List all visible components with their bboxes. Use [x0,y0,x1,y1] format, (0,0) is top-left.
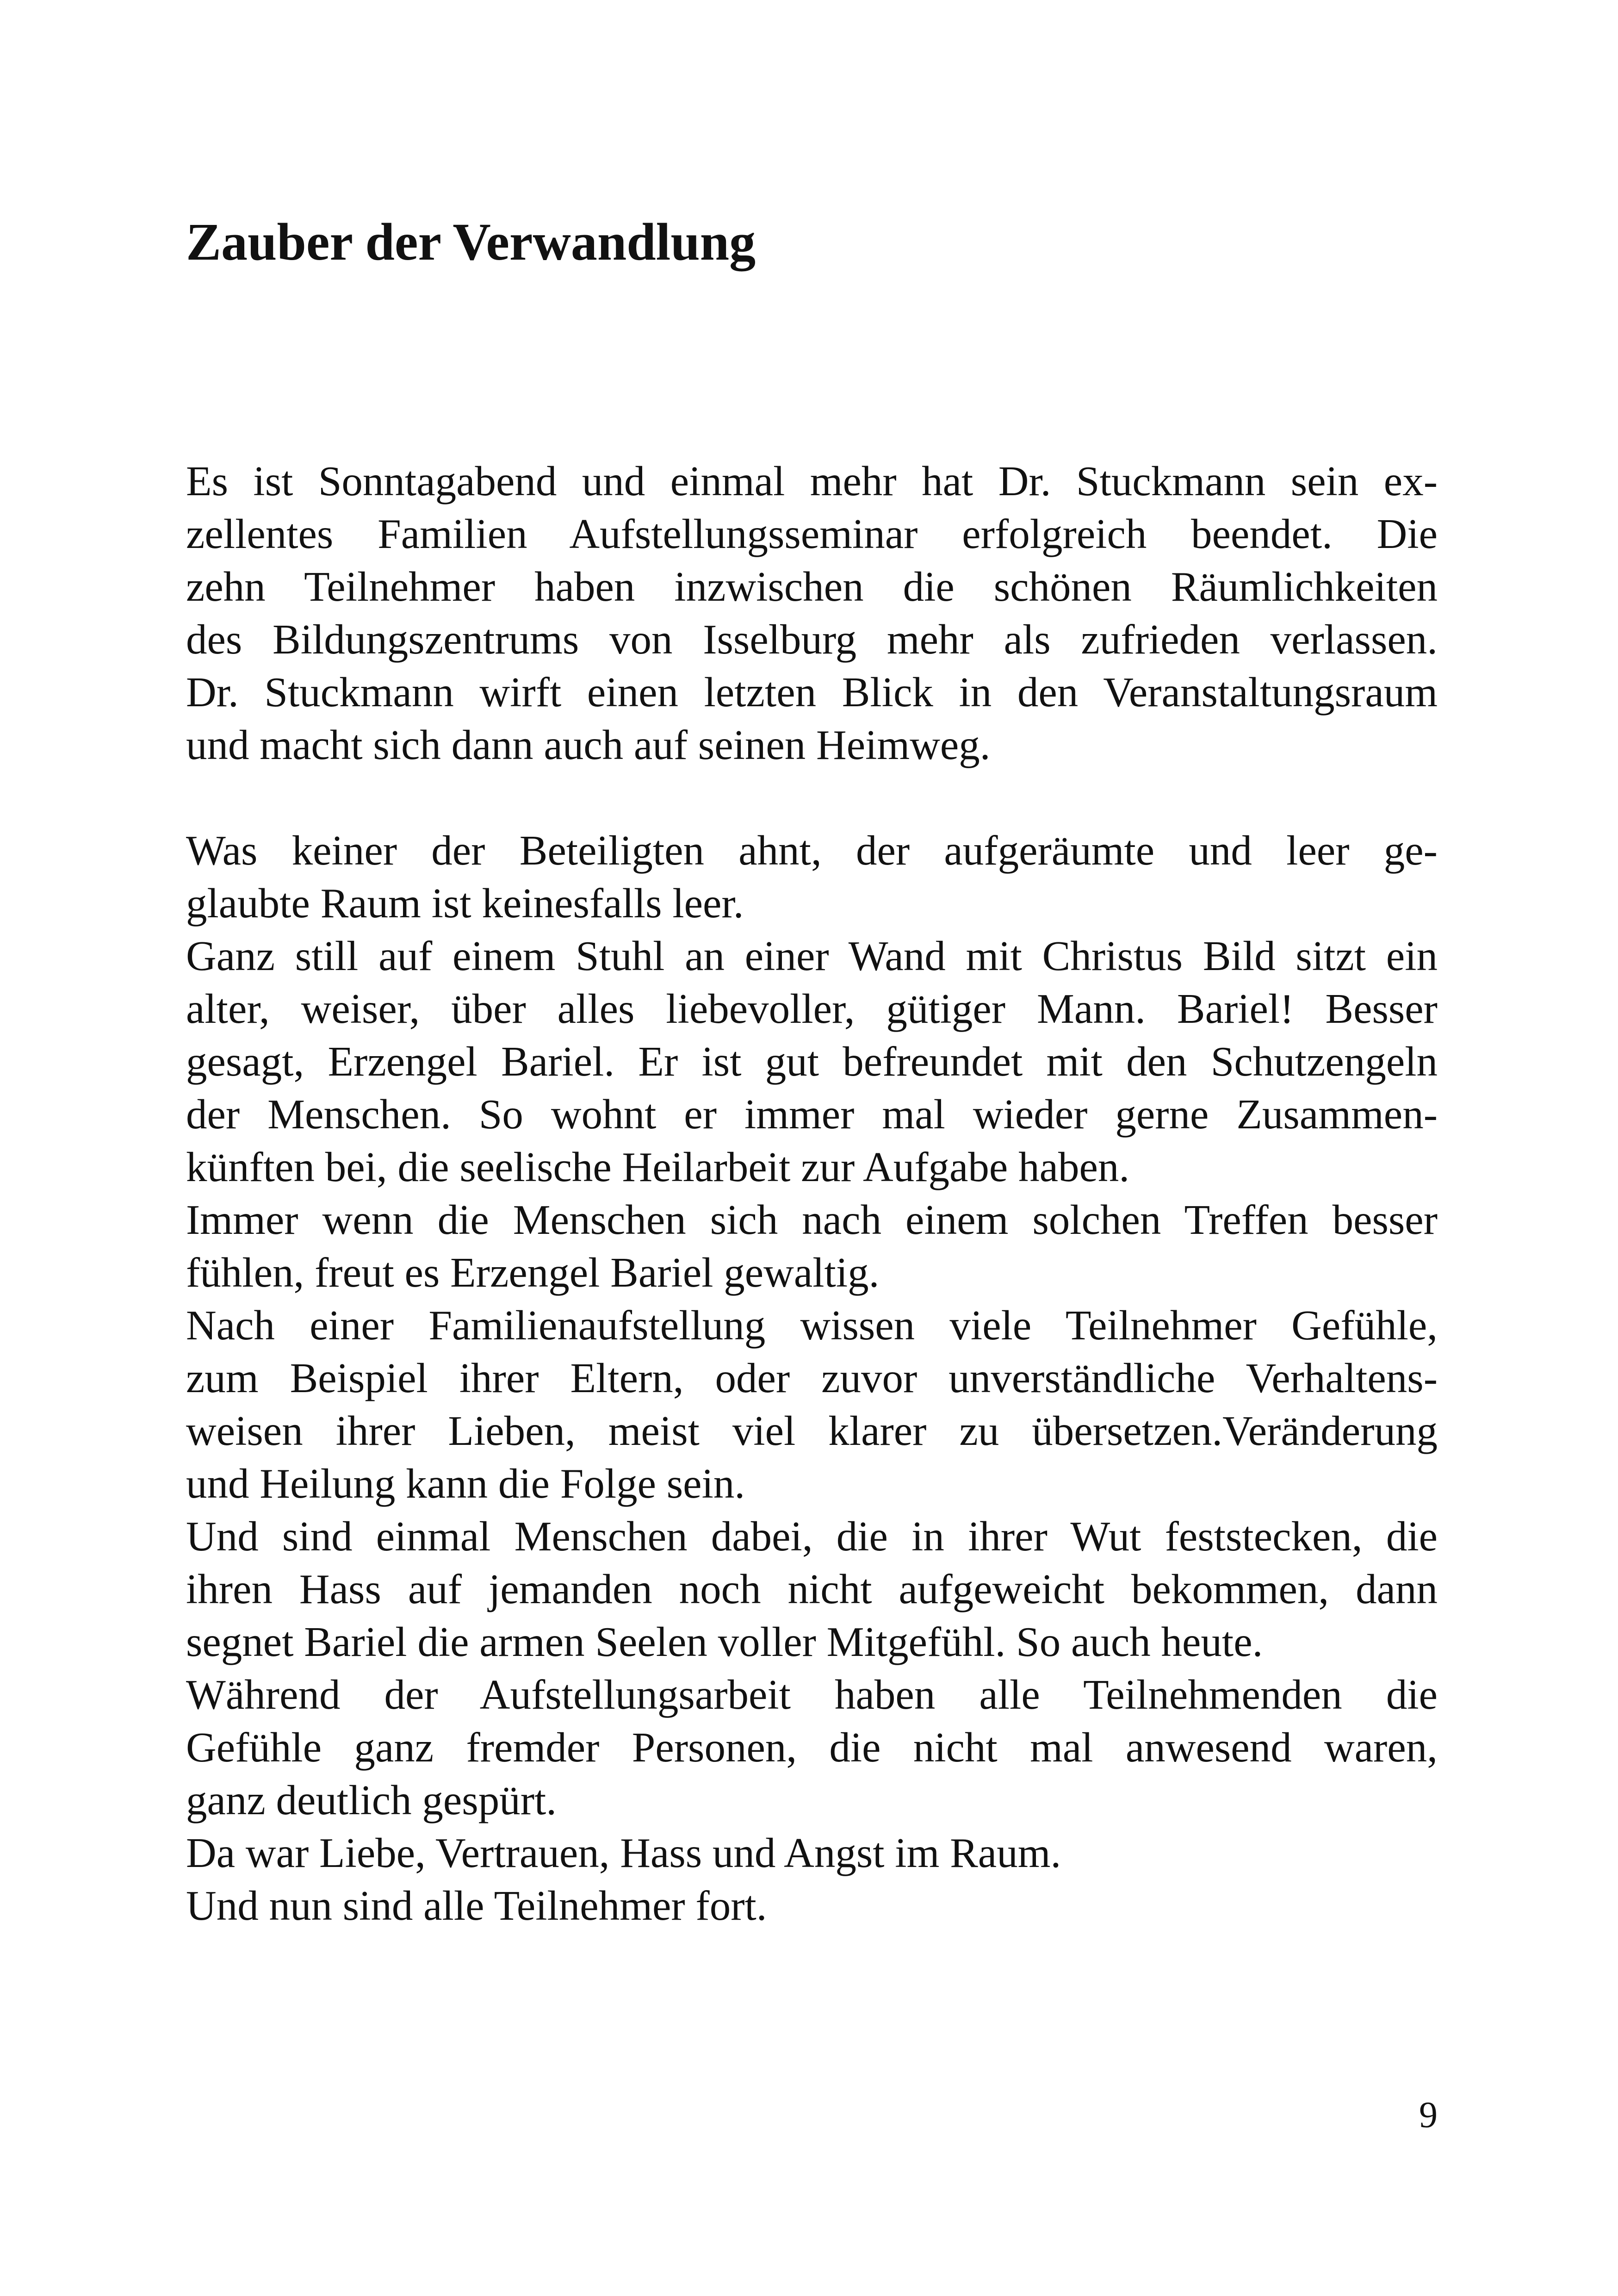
paragraph-gap [186,772,1438,824]
text-line: ihren Hass auf jemanden noch nicht aufgeweicht bekommen, dann [186,1566,1438,1612]
text-line: Immer wenn die Menschen sich nach einem solchen Treffen besser [186,1196,1438,1243]
text-line: zellentes Familien Aufstellungsseminar erfolgreich beendet. Die [186,510,1438,557]
text-line: alter, weiser, über alles liebevoller, gütiger Mann. Bariel! Besser [186,985,1438,1032]
text-line: zum Beispiel ihrer Eltern, oder zuvor unverständliche Verhaltens- [186,1355,1438,1401]
text-line: Nach einer Familienaufstellung wissen viele Teilnehmer Gefühle, [186,1302,1438,1349]
text-line: Was keiner der Beteiligten ahnt, der aufgeräumte und leer ge- [186,827,1438,874]
text-line: Gefühle ganz fremder Personen, die nicht mal anwesend waren, [186,1724,1438,1771]
text-line: weisen ihrer Lieben, meist viel klarer zu übersetzen.Veränderung [186,1407,1438,1454]
paragraph [186,1299,1438,1510]
text-line: und macht sich dann auch auf seinen Heimweg. [186,722,991,768]
text-line: Dr. Stuckmann wirft einen letzten Blick in den Veranstaltungsraum [186,669,1438,716]
text-line: Während der Aufstellungsarbeit haben alle Teilnehmenden die [186,1671,1438,1718]
paragraph [186,1668,1438,1827]
paragraph [186,824,1438,930]
paragraph [186,1510,1438,1668]
text-line: Es ist Sonntagabend und einmal mehr hat Dr. Stuckmann sein ex- [186,458,1438,504]
text-line: gesagt, Erzengel Bariel. Er ist gut befreundet mit den Schutzengeln [186,1038,1438,1085]
text-line: und Heilung kann die Folge sein. [186,1460,745,1507]
paragraph [186,1827,1438,1879]
text-line: glaubte Raum ist keinesfalls leer. [186,880,744,927]
paragraph [186,930,1438,1194]
text-line: Und sind einmal Menschen dabei, die in ihrer Wut feststecken, die [186,1513,1438,1560]
text-line: zehn Teilnehmer haben inzwischen die schönen Räumlichkeiten [186,563,1438,610]
page-number: 9 [1419,2095,1438,2135]
body-text [186,455,1438,1932]
paragraph [186,1194,1438,1299]
text-line: segnet Bariel die armen Seelen voller Mitgefühl. So auch heute. [186,1618,1263,1665]
text-line: ganz deutlich gespürt. [186,1777,557,1823]
paragraph [186,1879,1438,1932]
text-line: der Menschen. So wohnt er immer mal wieder gerne Zusammen- [186,1091,1438,1138]
text-line: des Bildungszentrums von Isselburg mehr als zufrieden verlassen. [186,616,1438,663]
text-line: fühlen, freut es Erzengel Bariel gewaltig. [186,1249,880,1296]
text-line: Und nun sind alle Teilnehmer fort. [186,1882,767,1929]
text-line: künften bei, die seelische Heilarbeit zur Aufgabe haben. [186,1144,1130,1190]
text-line: Da war Liebe, Vertrauen, Hass und Angst im Raum. [186,1829,1061,1876]
page-title: Zauber der Verwandlung [186,212,756,271]
text-line: Ganz still auf einem Stuhl an einer Wand mit Christus Bild sitzt ein [186,933,1438,979]
paragraph [186,455,1438,772]
